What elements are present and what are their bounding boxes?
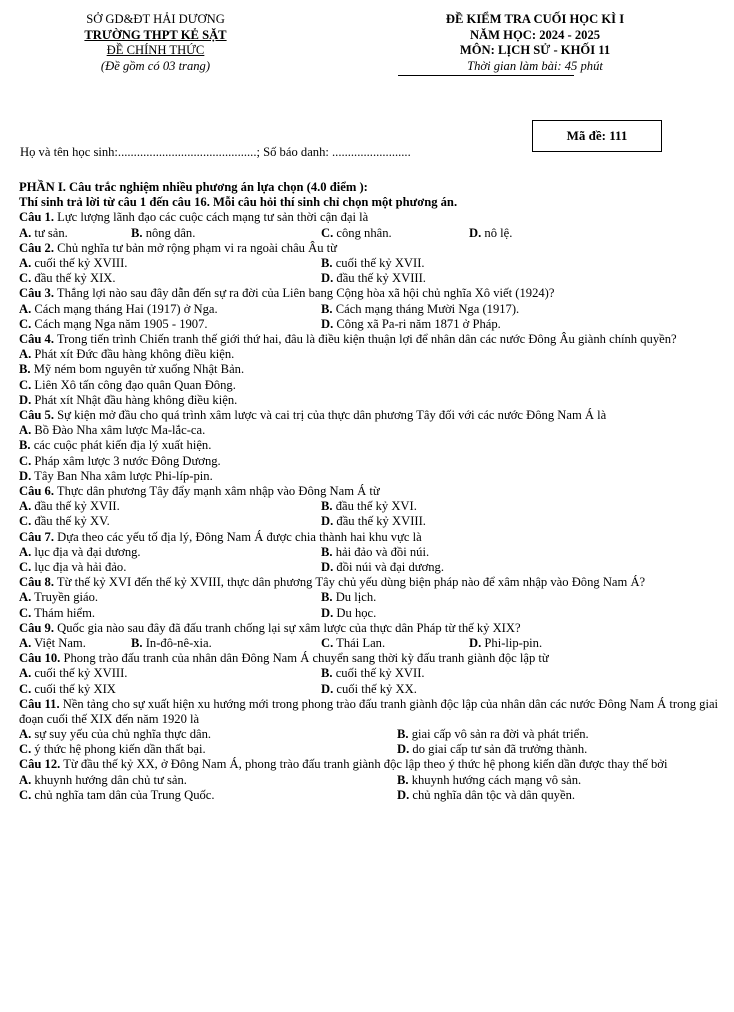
exam-title: ĐỀ KIỂM TRA CUỐI HỌC KÌ I xyxy=(445,12,625,26)
option-text: đầu thế kỷ XVI. xyxy=(332,499,417,514)
answer-option xyxy=(19,302,218,317)
option-text: chủ nghĩa dân tộc và dân quyền. xyxy=(409,787,576,802)
question-number: Câu 4. xyxy=(19,331,54,346)
section-instruction: Thí sinh trả lời từ câu 1 đến câu 16. Mỗi câu hỏi thí sinh chỉ chọn một phương án. xyxy=(19,195,458,210)
option-letter: B. xyxy=(131,635,143,650)
options-row xyxy=(19,560,719,575)
question-list xyxy=(19,210,719,803)
option-text: cuối thế kỷ XVIII. xyxy=(31,666,128,681)
question-text: Thắng lợi nào sau đây dẫn đến sự ra đời của Liên bang Cộng hòa xã hội chủ nghĩa Xô viết (1924)? xyxy=(54,286,555,301)
question xyxy=(19,408,719,484)
option-letter: D. xyxy=(469,225,482,240)
question-text: Nền tảng cho sự xuất hiện xu hướng mới trong phong trào đấu tranh giành độc lập của nhân dân các nước Đông Nam Á trong giai đoạn cuối thế XIX đến năm 1920 là xyxy=(19,696,719,726)
question xyxy=(19,286,719,332)
answer-option xyxy=(321,666,425,681)
option-text: đầu thế kỷ XV. xyxy=(31,514,110,529)
option-text: công nhân. xyxy=(333,225,392,240)
question xyxy=(19,757,719,803)
question xyxy=(19,332,719,408)
answer-option xyxy=(19,682,116,697)
options-row xyxy=(19,636,719,651)
question xyxy=(19,210,719,240)
option-text: Cách mạng tháng Hai (1917) ở Nga. xyxy=(31,301,218,316)
exam-code: Mã đề: 111 xyxy=(566,128,628,144)
answer-option xyxy=(321,317,501,332)
answer-option xyxy=(19,727,211,742)
options-row xyxy=(19,499,719,514)
option-letter: D. xyxy=(19,392,32,407)
option-letter: D. xyxy=(397,787,410,802)
answer-option xyxy=(321,499,417,514)
answer-option xyxy=(19,347,719,362)
question-text: Lực lượng lãnh đạo các cuộc cách mạng tư sản thời cận đại là xyxy=(54,210,369,225)
option-letter: C. xyxy=(19,787,32,802)
option-letter: D. xyxy=(469,635,482,650)
option-letter: C. xyxy=(321,635,334,650)
options-row xyxy=(19,682,719,697)
answer-option xyxy=(321,256,425,271)
question-number: Câu 11. xyxy=(19,696,60,711)
option-letter: B. xyxy=(321,301,333,316)
options-row xyxy=(19,606,719,621)
option-letter: C. xyxy=(19,271,32,286)
answer-option xyxy=(321,560,444,575)
option-text: cuối thế kỷ XVIII. xyxy=(31,256,128,270)
option-letter: C. xyxy=(19,559,32,574)
answer-option xyxy=(19,514,110,529)
answer-option xyxy=(321,636,385,651)
answer-option xyxy=(397,773,581,788)
option-text: Công xã Pa-ri năm 1871 ở Pháp. xyxy=(333,316,501,331)
school-year: NĂM HỌC: 2024 - 2025 xyxy=(469,27,601,42)
option-text: Mỹ ném bom nguyên tử xuống Nhật Bản. xyxy=(30,362,245,377)
question-stem xyxy=(19,484,719,499)
answer-option xyxy=(19,271,116,286)
question-stem xyxy=(19,757,719,772)
question-text: Sự kiện mở đầu cho quá trình xâm lược và cai trị của thực dân phương Tây đối với các nước Đông Nam Á là xyxy=(54,407,607,422)
option-letter: A. xyxy=(19,256,32,270)
answer-option xyxy=(321,302,519,317)
options-row xyxy=(19,590,719,605)
option-letter: B. xyxy=(321,666,333,681)
option-text: cuối thế kỷ XVII. xyxy=(332,256,425,270)
question-text: Thực dân phương Tây đẩy mạnh xâm nhập vào Đông Nam Á từ xyxy=(54,483,380,498)
question xyxy=(19,241,719,287)
options-row xyxy=(19,742,719,757)
option-letter: B. xyxy=(321,590,333,605)
option-letter: C. xyxy=(19,316,32,331)
options-row xyxy=(19,271,719,286)
option-text: sự suy yếu của chủ nghĩa thực dân. xyxy=(31,727,212,742)
school-name: TRƯỜNG THPT KẺ SẶT xyxy=(84,27,227,42)
option-text: Thám hiểm. xyxy=(31,605,96,620)
answer-option xyxy=(397,788,575,803)
option-text: đầu thế kỷ XVIII. xyxy=(333,514,426,529)
answer-option xyxy=(19,226,68,241)
answer-option xyxy=(321,590,376,605)
question-text: Chủ nghĩa tư bản mở rộng phạm vi ra ngoài châu Âu từ xyxy=(54,240,337,255)
option-text: chủ nghĩa tam dân của Trung Quốc. xyxy=(31,787,215,802)
answer-option xyxy=(19,545,141,560)
answer-option xyxy=(19,256,127,271)
time-limit: Thời gian làm bài: 45 phút xyxy=(467,58,603,73)
question-number: Câu 9. xyxy=(19,620,54,635)
options-row xyxy=(19,666,719,681)
option-text: Cách mạng tháng Mười Nga (1917). xyxy=(332,301,520,316)
option-text: Bồ Đào Nha xâm lược Ma-lắc-ca. xyxy=(31,423,206,438)
answer-option xyxy=(321,226,392,241)
answer-option xyxy=(19,606,95,621)
answer-option xyxy=(469,636,542,651)
question xyxy=(19,575,719,621)
question-stem xyxy=(19,241,719,256)
question-stem xyxy=(19,697,719,727)
option-letter: A. xyxy=(19,590,32,605)
option-letter: B. xyxy=(321,499,333,514)
options-row xyxy=(19,788,719,803)
option-letter: C. xyxy=(19,377,32,392)
question xyxy=(19,697,719,758)
answer-option xyxy=(321,514,426,529)
official-label: ĐỀ CHÍNH THỨC xyxy=(106,43,205,57)
question-text: Từ thế kỷ XVI đến thế kỷ XVIII, thực dân phương Tây chủ yếu dùng biện pháp nào để xâm nhập vào Đông Nam Á? xyxy=(54,575,646,590)
option-text: giai cấp vô sản ra đời và phát triển. xyxy=(408,727,589,742)
answer-option xyxy=(19,454,719,469)
options-row xyxy=(19,256,719,271)
option-text: hải đảo và đồi núi. xyxy=(332,544,430,559)
answer-option xyxy=(397,742,587,757)
exam-content xyxy=(19,180,719,803)
answer-option xyxy=(19,636,86,651)
option-letter: D. xyxy=(321,559,334,574)
option-letter: D. xyxy=(321,605,334,620)
option-text: ý thức hệ phong kiến dần thất bại. xyxy=(31,742,206,757)
option-text: Liên Xô tấn công đạo quân Quan Đông. xyxy=(31,377,236,392)
question-stem xyxy=(19,651,719,666)
option-text: Tây Ban Nha xâm lược Phi-líp-pin. xyxy=(31,468,213,483)
option-letter: C. xyxy=(19,742,32,757)
option-text: khuynh hướng cách mạng vô sản. xyxy=(408,772,582,787)
option-letter: D. xyxy=(321,681,334,696)
option-letter: D. xyxy=(321,514,334,529)
option-text: Truyền giáo. xyxy=(31,590,99,605)
question-text: Từ đầu thế kỷ XX, ở Đông Nam Á, phong trào đấu tranh giành độc lập theo ý thức hệ phong kiến dần được thay thế bởi xyxy=(60,757,668,772)
option-text: Phát xít Đức đầu hàng không điều kiện. xyxy=(31,347,235,362)
answer-option xyxy=(321,271,426,286)
option-text: đầu thế kỷ XVIII. xyxy=(333,271,426,286)
options-row xyxy=(19,773,719,788)
answer-option xyxy=(19,317,208,332)
answer-option xyxy=(19,378,719,393)
option-letter: B. xyxy=(397,727,409,742)
option-letter: A. xyxy=(19,727,32,742)
options-column xyxy=(19,423,719,484)
question-number: Câu 2. xyxy=(19,240,54,255)
question-text: Phong trào đấu tranh của nhân dân Đông Nam Á chuyển sang thời kỳ đấu tranh giành độc lập từ xyxy=(60,651,549,666)
header-underline xyxy=(398,75,574,76)
answer-option xyxy=(19,469,719,484)
option-letter: B. xyxy=(19,362,31,377)
question-text: Quốc gia nào sau đây đã đấu tranh chống lại sự xâm lược của thực dân Pháp từ thế kỷ XIX? xyxy=(54,620,521,635)
options-row xyxy=(19,514,719,529)
option-letter: B. xyxy=(321,256,333,270)
option-letter: C. xyxy=(19,605,32,620)
option-letter: B. xyxy=(397,772,409,787)
answer-option xyxy=(131,226,195,241)
department-name: SỞ GD&ĐT HẢI DƯƠNG xyxy=(86,12,225,26)
question xyxy=(19,621,719,651)
question-number: Câu 1. xyxy=(19,210,54,225)
option-text: đồi núi và đại dương. xyxy=(333,559,444,574)
option-text: Việt Nam. xyxy=(31,635,86,650)
option-letter: A. xyxy=(19,666,32,681)
option-text: lục địa và đại dương. xyxy=(31,544,141,559)
option-letter: A. xyxy=(19,225,32,240)
option-text: nô lệ. xyxy=(481,225,513,240)
exam-code-box xyxy=(532,120,662,152)
option-letter: C. xyxy=(19,681,32,696)
option-text: cuối thế kỷ XIX xyxy=(31,681,116,696)
option-text: Thái Lan. xyxy=(333,635,386,650)
question-stem xyxy=(19,332,719,347)
option-letter: B. xyxy=(321,544,333,559)
options-row xyxy=(19,302,719,317)
student-info-line: Họ và tên học sinh:............................................; Số báo danh: ......................... xyxy=(20,145,411,159)
page-count-note: (Đề gồm có 03 trang) xyxy=(100,58,211,73)
question-number: Câu 5. xyxy=(19,407,54,422)
answer-option xyxy=(19,590,98,605)
question-stem xyxy=(19,210,719,225)
question-text: Dựa theo các yếu tố địa lý, Đông Nam Á được chia thành hai khu vực là xyxy=(54,529,422,544)
option-text: các cuộc phát kiến địa lý xuất hiện. xyxy=(30,438,212,453)
answer-option xyxy=(19,362,719,377)
question-stem xyxy=(19,621,719,636)
option-text: Du học. xyxy=(333,605,377,620)
option-text: tư sản. xyxy=(31,225,68,240)
question-stem xyxy=(19,530,719,545)
question-stem xyxy=(19,408,719,423)
answer-option xyxy=(19,560,126,575)
answer-option xyxy=(321,545,429,560)
question-text: Trong tiến trình Chiến tranh thế giới thứ hai, đâu là điều kiện thuận lợi để nhân dân các nước Đông Âu giành chính quyền? xyxy=(54,331,677,346)
subject-line: MÔN: LỊCH SỬ - KHỐI 11 xyxy=(459,43,611,57)
question-number: Câu 8. xyxy=(19,575,54,590)
question-number: Câu 7. xyxy=(19,529,54,544)
option-text: nông dân. xyxy=(142,225,196,240)
answer-option xyxy=(19,499,120,514)
question-stem xyxy=(19,575,719,590)
option-letter: D. xyxy=(397,742,410,757)
option-text: Cách mạng Nga năm 1905 - 1907. xyxy=(31,316,208,331)
option-letter: B. xyxy=(19,438,31,453)
answer-option xyxy=(321,606,376,621)
option-letter: A. xyxy=(19,544,32,559)
option-letter: C. xyxy=(19,453,32,468)
question-stem xyxy=(19,286,719,301)
question xyxy=(19,484,719,530)
option-letter: A. xyxy=(19,347,32,362)
section-title: PHẦN I. Câu trắc nghiệm nhiều phương án lựa chọn (4.0 điểm ): xyxy=(19,180,368,194)
answer-option xyxy=(397,727,589,742)
answer-option xyxy=(19,788,215,803)
header-right xyxy=(370,12,700,74)
option-text: cuối thế kỷ XVII. xyxy=(332,666,425,681)
options-row xyxy=(19,226,719,241)
option-letter: D. xyxy=(321,316,334,331)
option-letter: A. xyxy=(19,772,32,787)
options-column xyxy=(19,347,719,408)
answer-option xyxy=(321,682,417,697)
options-row xyxy=(19,545,719,560)
option-text: đầu thế kỷ XVII. xyxy=(31,499,120,514)
option-text: lục địa và hải đảo. xyxy=(31,559,127,574)
option-letter: A. xyxy=(19,423,32,438)
answer-option xyxy=(469,226,512,241)
answer-option xyxy=(19,438,719,453)
option-text: Pháp xâm lược 3 nước Đông Dương. xyxy=(31,453,221,468)
option-letter: A. xyxy=(19,301,32,316)
option-letter: A. xyxy=(19,499,32,514)
option-letter: A. xyxy=(19,635,32,650)
option-text: Du lịch. xyxy=(332,590,377,605)
option-text: khuynh hướng dân chủ tư sản. xyxy=(31,772,187,787)
question-number: Câu 10. xyxy=(19,651,61,666)
option-text: do giai cấp tư sản đã trưởng thành. xyxy=(409,742,588,757)
header-left xyxy=(18,12,293,74)
options-row xyxy=(19,727,719,742)
answer-option xyxy=(19,666,127,681)
options-row xyxy=(19,317,719,332)
question-number: Câu 6. xyxy=(19,483,54,498)
question-number: Câu 3. xyxy=(19,286,54,301)
question-number: Câu 12. xyxy=(19,757,61,772)
option-letter: D. xyxy=(19,468,32,483)
answer-option xyxy=(19,742,206,757)
question xyxy=(19,651,719,697)
option-text: Phát xít Nhật đầu hàng không điều kiện. xyxy=(31,392,238,407)
answer-option xyxy=(19,423,719,438)
option-letter: C. xyxy=(19,514,32,529)
answer-option xyxy=(19,393,719,408)
answer-option xyxy=(131,636,212,651)
option-text: In-đô-nê-xia. xyxy=(142,635,212,650)
option-letter: D. xyxy=(321,271,334,286)
option-text: đầu thế kỷ XIX. xyxy=(31,271,116,286)
option-text: cuối thế kỷ XX. xyxy=(333,681,417,696)
question xyxy=(19,530,719,576)
option-text: Phi-lip-pin. xyxy=(481,635,543,650)
answer-option xyxy=(19,773,187,788)
option-letter: B. xyxy=(131,225,143,240)
option-letter: C. xyxy=(321,225,334,240)
